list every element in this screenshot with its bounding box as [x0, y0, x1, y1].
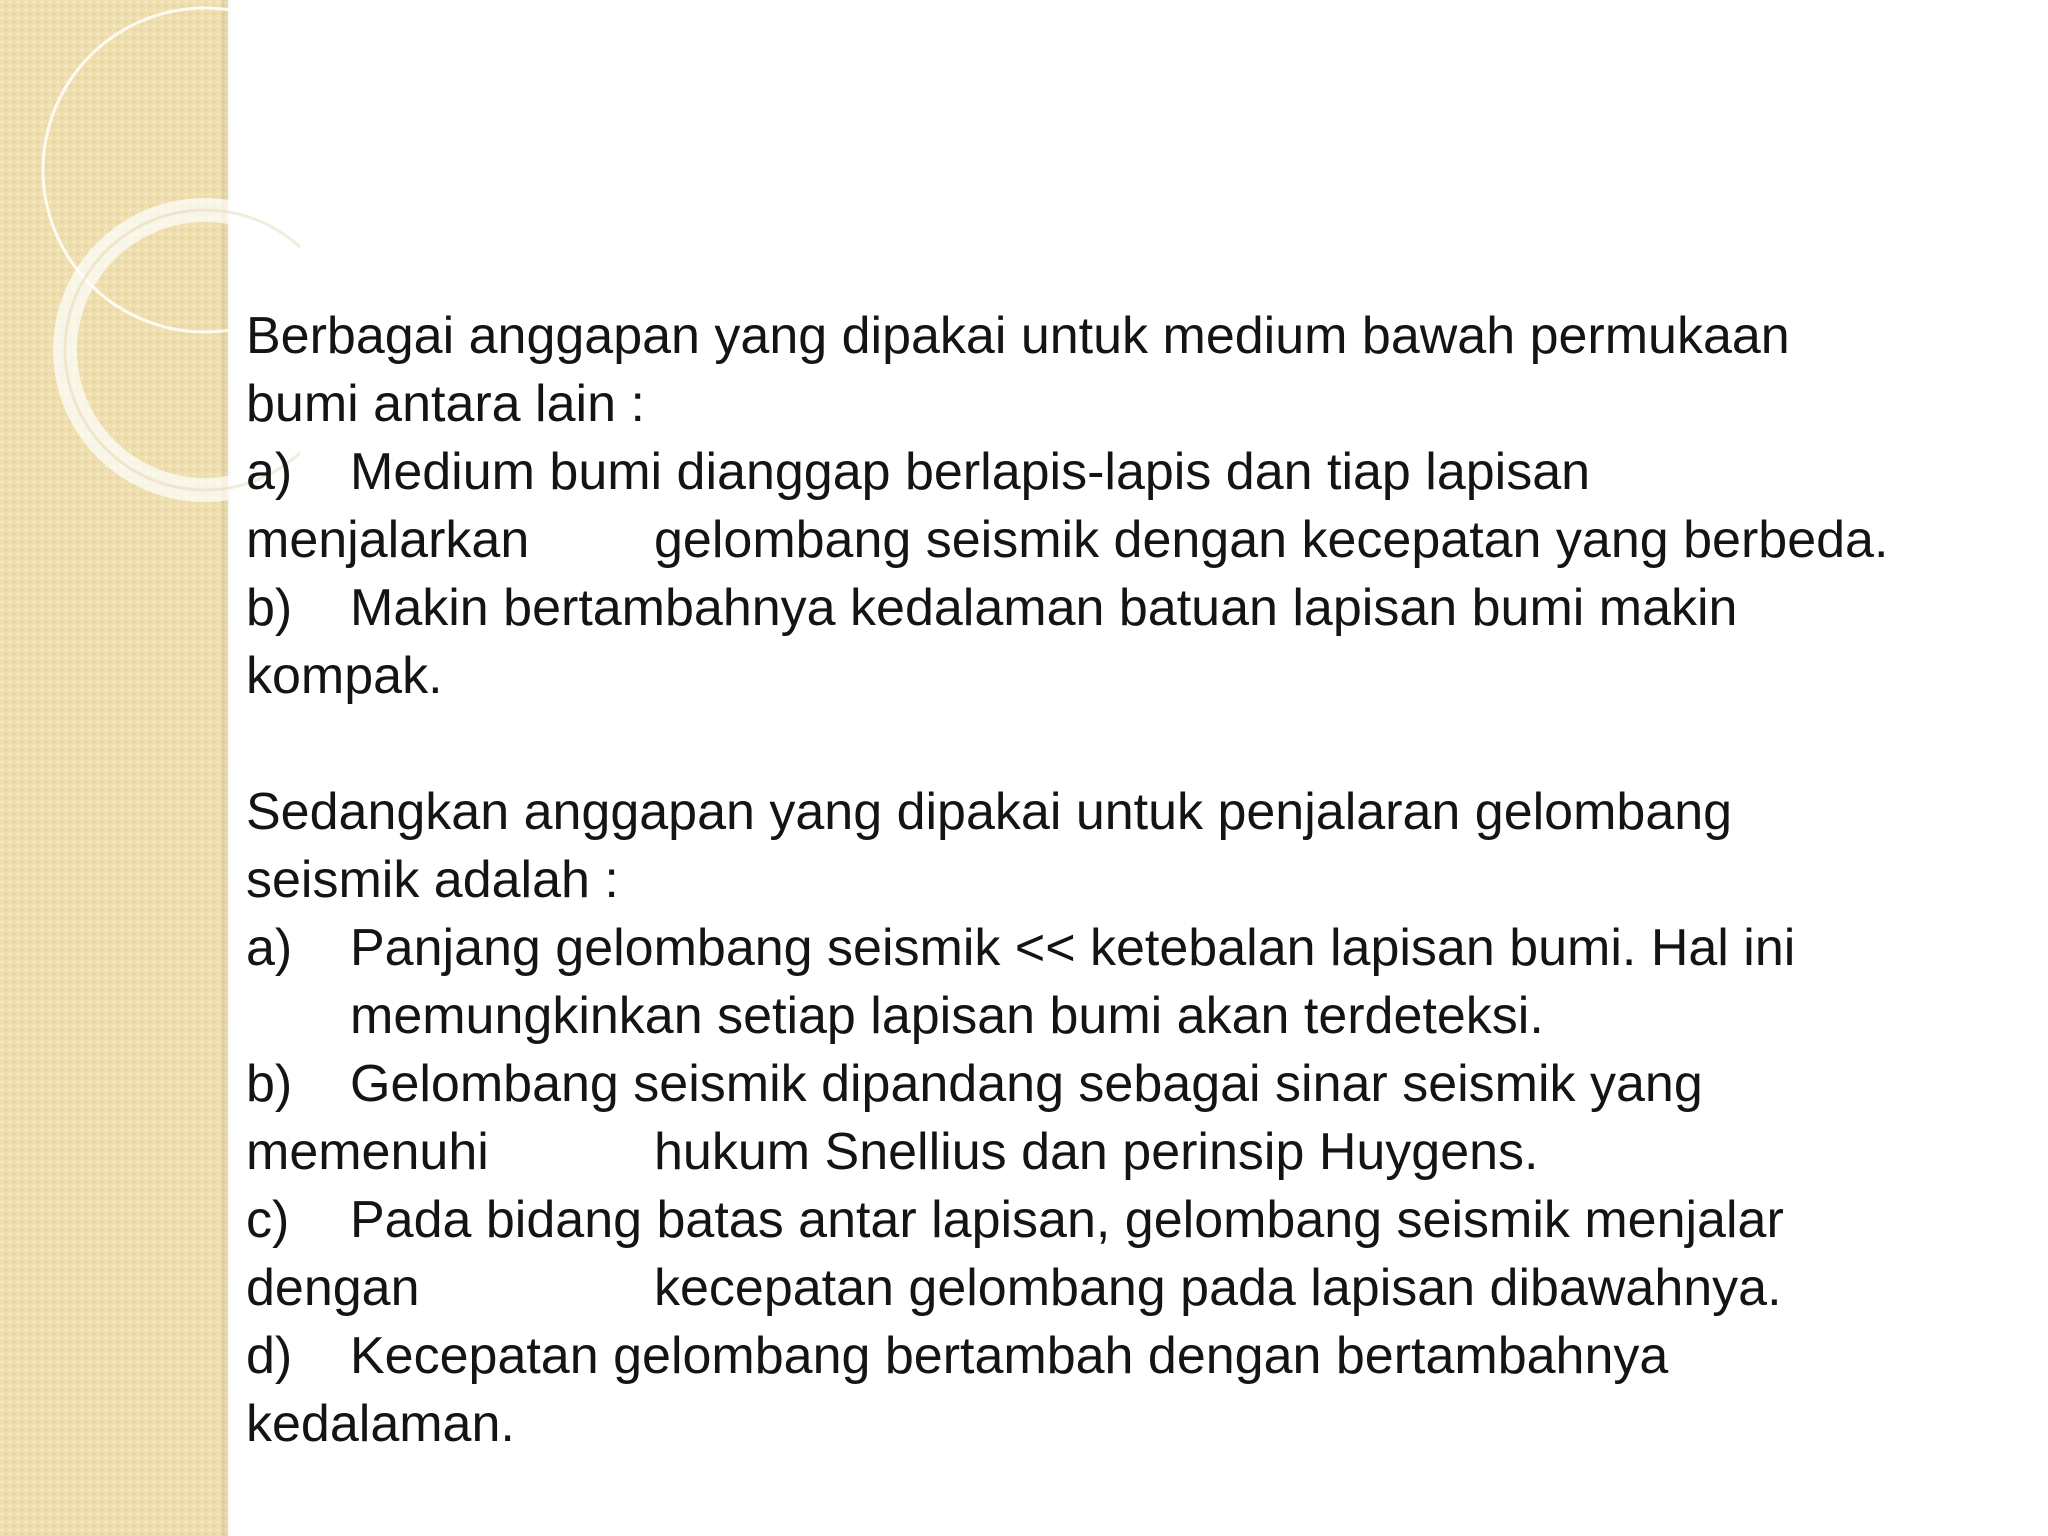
- item-label: c): [246, 1191, 290, 1249]
- list-item: [246, 1322, 2036, 1390]
- list-item-continuation: memungkinkan setiap lapisan bumi akan terdeteksi.: [350, 987, 1544, 1045]
- wave-intro-line-2: seismik adalah :: [246, 851, 619, 909]
- item-label: d): [246, 1327, 293, 1385]
- list-item: [246, 574, 2036, 642]
- item-text: Pada bidang batas antar lapisan, gelombang seismik menjalar: [350, 1191, 1784, 1249]
- list-item-continuation: [246, 1118, 2036, 1186]
- medium-intro-line-2: bumi antara lain :: [246, 375, 645, 433]
- list-item-continuation: kompak.: [246, 647, 443, 705]
- item-continuation-lead: menjalarkan: [246, 511, 530, 569]
- item-continuation-text: gelombang seismik dengan kecepatan yang berbeda.: [654, 511, 1889, 569]
- item-text: Gelombang seismik dipandang sebagai sinar seismik yang: [350, 1055, 1703, 1113]
- list-item: [246, 1050, 2036, 1118]
- wave-assumptions-section: [246, 778, 2036, 1458]
- item-text: Kecepatan gelombang bertambah dengan bertambahnya: [350, 1327, 1669, 1385]
- item-text: Makin bertambahnya kedalaman batuan lapisan bumi makin: [350, 579, 1738, 637]
- item-label: a): [246, 919, 293, 977]
- list-item: [246, 914, 2036, 982]
- slide-body: [246, 302, 2036, 1458]
- item-label: b): [246, 1055, 293, 1113]
- medium-intro-line-1: Berbagai anggapan yang dipakai untuk medium bawah permukaan: [246, 307, 1790, 365]
- item-label: a): [246, 443, 293, 501]
- list-item-continuation: [246, 506, 2036, 574]
- item-continuation-lead: memenuhi: [246, 1123, 489, 1181]
- item-continuation-text: kecepatan gelombang pada lapisan dibawahnya.: [654, 1259, 1782, 1317]
- item-label: b): [246, 579, 293, 637]
- medium-assumptions-section: [246, 302, 2036, 710]
- list-item-continuation: kedalaman.: [246, 1395, 515, 1453]
- item-continuation-lead: dengan: [246, 1259, 420, 1317]
- item-text: Medium bumi dianggap berlapis-lapis dan tiap lapisan: [350, 443, 1591, 501]
- paragraph-spacer: [246, 710, 2036, 778]
- item-text: Panjang gelombang seismik << ketebalan lapisan bumi. Hal ini: [350, 919, 1796, 977]
- list-item: [246, 438, 2036, 506]
- list-item-continuation: [246, 1254, 2036, 1322]
- wave-intro-line-1: Sedangkan anggapan yang dipakai untuk penjalaran gelombang: [246, 783, 1733, 841]
- item-continuation-text: hukum Snellius dan perinsip Huygens.: [654, 1123, 1539, 1181]
- list-item: [246, 1186, 2036, 1254]
